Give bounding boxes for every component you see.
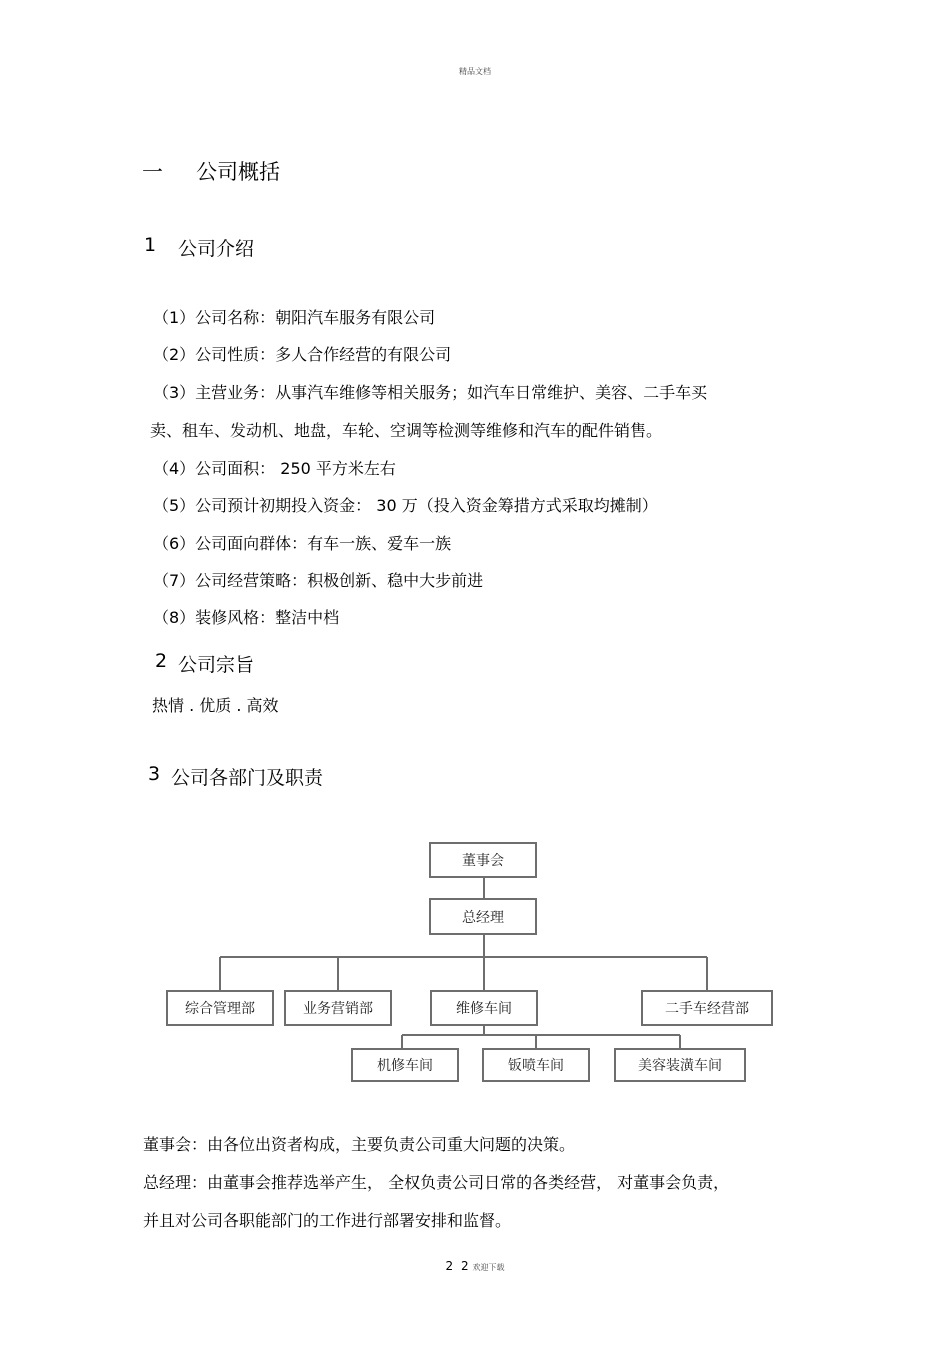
item-5: （5）公司预计初期投入资金： 30 万（投入资金筹措方式采取均摊制） — [153, 496, 658, 515]
sub2-title: 公司宗旨 — [178, 654, 255, 676]
sub3-title: 公司各部门及职责 — [171, 767, 324, 789]
page-number: 2 — [445, 1259, 454, 1273]
desc-gm-cont: 并且对公司各职能部门的工作进行部署安排和监督。 — [143, 1211, 512, 1230]
sub3-number: 3 — [148, 763, 161, 785]
section-title: 公司概括 — [196, 160, 280, 184]
org-box-mechanic: 机修车间 — [351, 1048, 459, 1082]
item-1: （1）公司名称：朝阳汽车服务有限公司 — [153, 308, 436, 327]
org-box-repair: 维修车间 — [430, 990, 538, 1026]
section-number: 一 — [142, 160, 163, 184]
item-3-cont: 卖、租车、发动机、地盘，车轮、空调等检测等维修和汽车的配件销售。 — [150, 421, 663, 440]
header-mark: 精品文档 — [459, 67, 491, 76]
footer-note: 欢迎下载 — [472, 1263, 505, 1272]
org-box-sales: 业务营销部 — [284, 990, 392, 1026]
org-box-admin: 综合管理部 — [166, 990, 274, 1026]
item-8: （8）装修风格：整洁中档 — [153, 608, 340, 627]
sub2-number: 2 — [155, 650, 168, 672]
item-7: （7）公司经营策略：积极创新、稳中大步前进 — [153, 571, 484, 590]
sub1-title: 公司介绍 — [178, 238, 255, 260]
motto: 热情 . 优质 . 高效 — [152, 696, 279, 715]
desc-board: 董事会：由各位出资者构成，主要负责公司重大问题的决策。 — [143, 1135, 576, 1154]
item-3: （3）主营业务：从事汽车维修等相关服务；如汽车日常维护、美容、二手车买 — [153, 383, 708, 402]
page-number-overlay: 2 — [461, 1259, 469, 1273]
org-box-used-car: 二手车经营部 — [641, 990, 773, 1026]
page-footer — [0, 1259, 950, 1273]
org-box-board: 董事会 — [429, 842, 537, 878]
item-2: （2）公司性质：多人合作经营的有限公司 — [153, 345, 452, 364]
sub1-number: 1 — [144, 234, 157, 256]
org-box-gm: 总经理 — [429, 898, 537, 935]
org-box-paint: 钣喷车间 — [482, 1048, 590, 1082]
org-box-detailing: 美容装潢车间 — [614, 1048, 746, 1082]
desc-gm: 总经理：由董事会推荐选举产生， 全权负责公司日常的各类经营， 对董事会负责， — [143, 1173, 730, 1192]
item-6: （6）公司面向群体：有车一族、爱车一族 — [153, 534, 452, 553]
item-4: （4）公司面积： 250 平方米左右 — [153, 459, 396, 478]
